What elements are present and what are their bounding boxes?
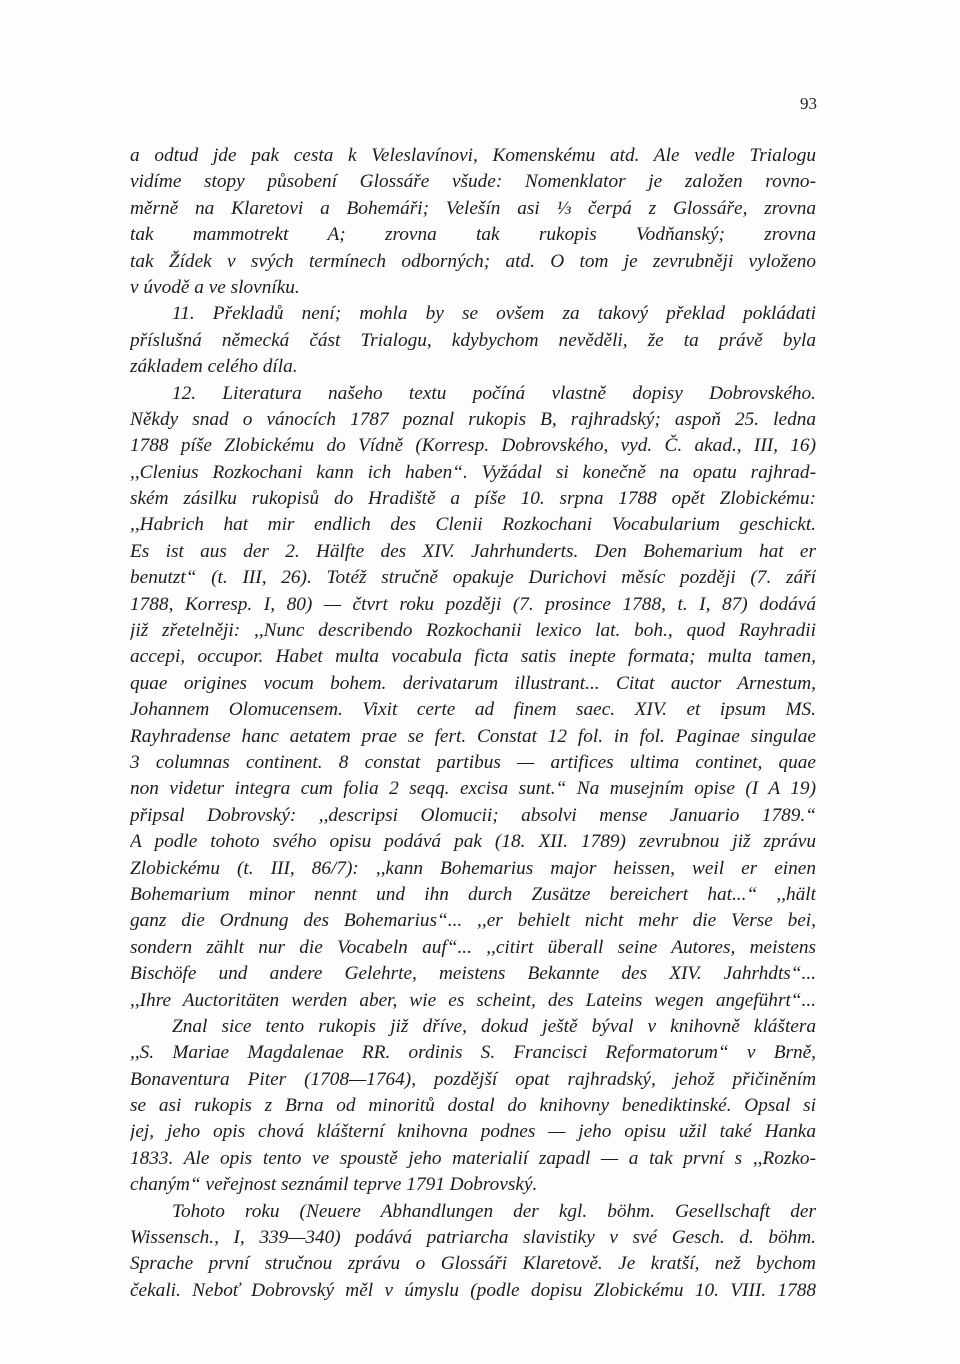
text-line: Zlobickému (t. III, 86/7): ,,kann Bohemarius major heissen, weil er einen [130,857,816,879]
text-line: ,,Habrich hat mir endlich des Clenii Rozkochani Vocabularium geschickt. [130,514,816,536]
text-line: Wissensch., I, 339—340) podává patriarcha slavistiky v své Gesch. d. böhm. [130,1227,816,1249]
text-line: accepi, occupor. Habet multa vocabula ficta satis inepte formata; multa tamen, [130,646,816,668]
text-line: 11. Překladů není; mohla by se ovšem za takový překlad pokládati [172,303,816,325]
text-line: sondern zählt nur die Vocabeln auf“... ,,citirt überall seine Autores, meistens [130,936,816,958]
text-line: a odtud jde pak cesta k Veleslavínovi, Komenskému atd. Ale vedle Trialogu [130,145,816,166]
text-line: Tohoto roku (Neuere Abhandlungen der kgl. böhm. Gesellschaft der [172,1200,816,1222]
text-line: vidíme stopy působení Glossáře všude: Nomenklator je založen rovno- [130,171,816,193]
text-line: Bohemarium minor nennt und ihn durch Zusätze bereichert hat...“ ,,hält [130,883,816,905]
text-line: jej, jeho opis chová klášterní knihovna podnes — jeho opisu užil také Hanka [130,1121,816,1143]
body-text [130,143,816,1304]
text-line: quae origines vocum bohem. derivatarum illustrant... Citat auctor Arnestum, [130,672,816,694]
text-line: tak Žídek v svých termínech odborných; atd. O tom je zevrubněji vyloženo [130,250,816,272]
text-line: příslušná německá část Trialogu, kdybychom nevěděli, že ta právě byla [130,329,816,351]
text-line: v úvodě a ve slovníku. [130,276,300,298]
text-line: Bischöfe und andere Gelehrte, meistens Bekannte des XIV. Jahrhdts“... [130,963,816,985]
text-line: připsal Dobrovský: ,,descripsi Olomucii; absolvi mense Januario 1789.“ [130,804,816,826]
text-line: chaným“ veřejnost seznámil teprve 1791 Dobrovský. [130,1174,538,1196]
text-line: benutzt“ (t. III, 26). Totéž stručně opakuje Durichovi měsíc později (7. září [130,567,816,589]
text-line: měrně na Klaretovi a Bohemáři; Velešín asi ⅓ čerpá z Glossáře, zrovna [130,197,816,219]
page-number: 93 [800,94,817,113]
text-line: ganz die Ordnung des Bohemarius“... ,,er behielt nicht mehr die Verse bei, [130,910,816,932]
text-line: Sprache první stručnou zprávu o Glossáři Klaretově. Je kratší, než bychom [130,1253,816,1275]
text-line: Někdy snad o vánocích 1787 poznal rukopis B, rajhradský; aspoň 25. ledna [130,408,816,430]
text-line: 1833. Ale opis tento ve spoustě jeho materialií zapadl — a tak první s ,,Rozko- [130,1147,816,1169]
text-line: tak mammotrekt A; zrovna tak rukopis Vodňanský; zrovna [130,224,816,246]
text-line: Bonaventura Piter (1708—1764), pozdější opat rajhradský, jehož přičiněním [130,1068,816,1090]
text-line: čekali. Neboť Dobrovský měl v úmyslu (podle dopisu Zlobickému 10. VIII. 1788 [130,1279,816,1301]
text-line: Johannem Olomucensem. Vixit certe ad finem saec. XIV. et ipsum MS. [130,699,816,721]
text-line: ,,Ihre Auctoritäten werden aber, wie es scheint, des Lateins wegen angeführt“... [130,989,816,1011]
text-line: A podle tohoto svého opisu podává pak (18. XII. 1789) zevrubnou již zprávu [130,831,816,853]
text-line: ,,Clenius Rozkochani kann ich haben“. Vyžádal si konečně na opatu rajhrad- [130,461,816,483]
text-line: Znal sice tento rukopis již dříve, dokud ještě býval v knihovně kláštera [172,1015,816,1037]
text-line: 1788, Korresp. I, 80) — čtvrt roku později (7. prosince 1788, t. I, 87) dodává [130,593,816,615]
text-line: základem celého díla. [130,356,298,378]
text-line: ském zásilku rukopisů do Hradiště a píše 10. srpna 1788 opět Zlobickému: [130,488,816,510]
text-line: Rayhradense hanc aetatem prae se fert. Constat 12 fol. in fol. Paginae singulae [130,725,816,747]
text-line: již zřetelněji: ,,Nunc describendo Rozkochanii lexico lat. boh., quod Rayhradii [130,620,816,642]
text-line: Es ist aus der 2. Hälfte des XIV. Jahrhunderts. Den Bohemarium hat er [130,540,816,562]
text-line: non videtur integra cum folia 2 seqq. excisa sunt.“ Na musejním opise (I A 19) [130,778,816,800]
text-line: 1788 píše Zlobickému do Vídně (Korresp. Dobrovského, vyd. Č. akad., III, 16) [130,435,816,457]
text-line: 3 columnas continent. 8 constat partibus — artifices ultima continet, quae [130,751,816,773]
text-line: 12. Literatura našeho textu počíná vlastně dopisy Dobrovského. [172,382,816,404]
text-line: ,,S. Mariae Magdalenae RR. ordinis S. Francisci Reformatorum“ v Brně, [130,1042,816,1064]
text-line: se asi rukopis z Brna od minoritů dostal do knihovny benediktinské. Opsal si [130,1095,816,1117]
